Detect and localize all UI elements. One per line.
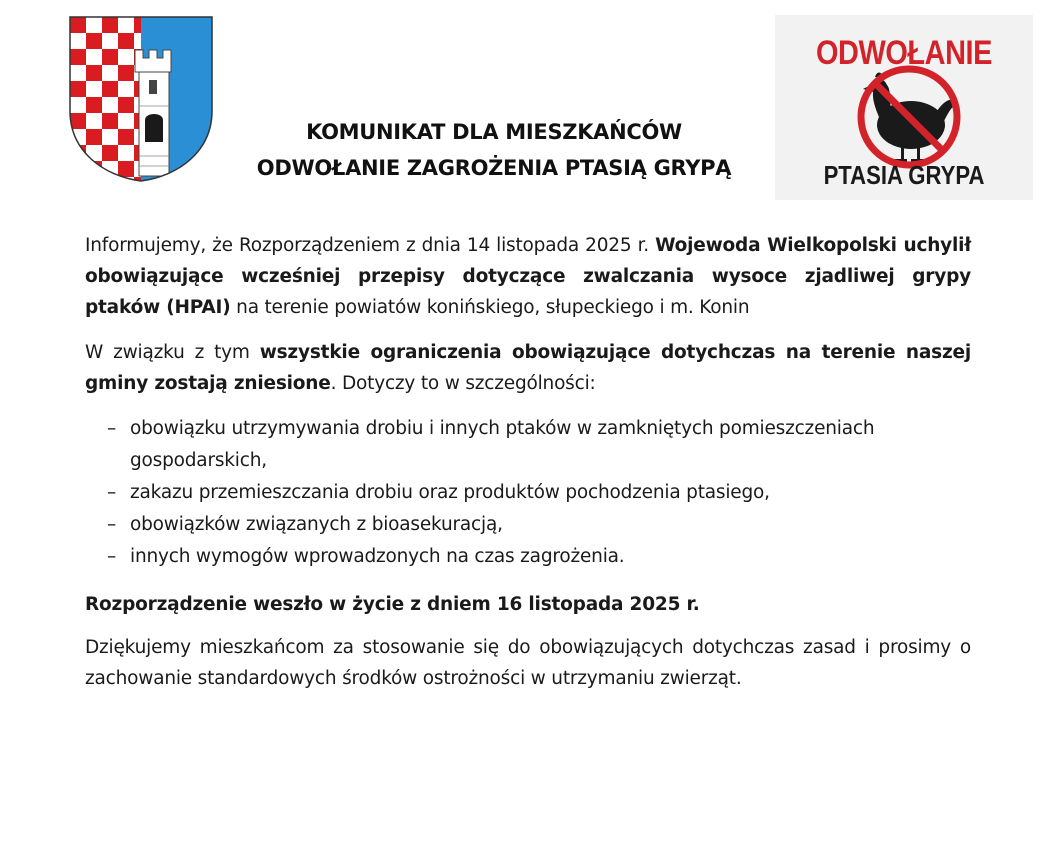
title-line-1: KOMUNIKAT DLA MIESZKAŃCÓW <box>306 120 682 144</box>
list-item-text: innych wymogów wprowadzonych na czas zagrożenia. <box>130 546 625 567</box>
paragraph-restrictions-bold: wszystkie ograniczenia obowiązujące dotychczas na terenie naszej gminy zostają zniesione <box>85 342 971 394</box>
sign-bottom-text: PTASIA GRYPA <box>823 160 985 190</box>
list-item <box>85 509 971 541</box>
list-dash: – <box>107 514 117 535</box>
title-line-2: ODWOŁANIE ZAGROŻENIA PTASIĄ GRYPĄ <box>256 156 732 180</box>
list-dash: – <box>107 418 117 439</box>
list-dash: – <box>107 546 117 567</box>
coat-of-arms <box>69 16 213 182</box>
coat-of-arms-icon <box>69 16 213 182</box>
list-item <box>85 413 971 477</box>
list-item-text: zakazu przemieszczania drobiu oraz produktów pochodzenia ptasiego, <box>130 482 770 503</box>
list-item-text: obowiązku utrzymywania drobiu i innych ptaków w zamkniętych pomieszczeniach gospodarskich, <box>130 418 875 471</box>
paragraph-info <box>85 230 971 323</box>
list-item-text: obowiązków związanych z bioasekuracją, <box>130 514 503 535</box>
effective-date-statement: Rozporządzenie weszło w życie z dniem 16 listopada 2025 r. <box>85 594 700 615</box>
announcement-body <box>85 230 971 708</box>
paragraph-restrictions-text-a: W związku z tym <box>85 342 260 363</box>
restrictions-list <box>85 413 971 573</box>
bird-flu-cancellation-sign <box>775 15 1033 200</box>
paragraph-restrictions-text-b: . Dotyczy to w szczególności: <box>330 373 596 394</box>
paragraph-thanks: Dziękujemy mieszkańcom za stosowanie się do obowiązujących dotychczas zasad i prosimy o zachowanie standardowych środków ostrożności w utrzymaniu zwierząt. <box>85 637 971 689</box>
list-item <box>85 541 971 573</box>
crossed-out-hen-icon <box>845 59 965 171</box>
sign-top-text: ODWOŁANIE <box>815 34 992 72</box>
list-item <box>85 477 971 509</box>
paragraph-info-bold: Wojewoda Wielkopolski uchylił obowiązujące wcześniej przepisy dotyczące zwalczania wysoce zjadliwej grypy ptaków (HPAI) <box>85 235 971 318</box>
paragraph-info-text-b: na terenie powiatów konińskiego, słupeckiego i m. Konin <box>230 297 750 318</box>
page-title <box>230 114 758 186</box>
list-dash: – <box>107 482 117 503</box>
paragraph-restrictions <box>85 337 971 399</box>
paragraph-info-text-a: Informujemy, że Rozporządzeniem z dnia 14 listopada 2025 r. <box>85 235 656 256</box>
